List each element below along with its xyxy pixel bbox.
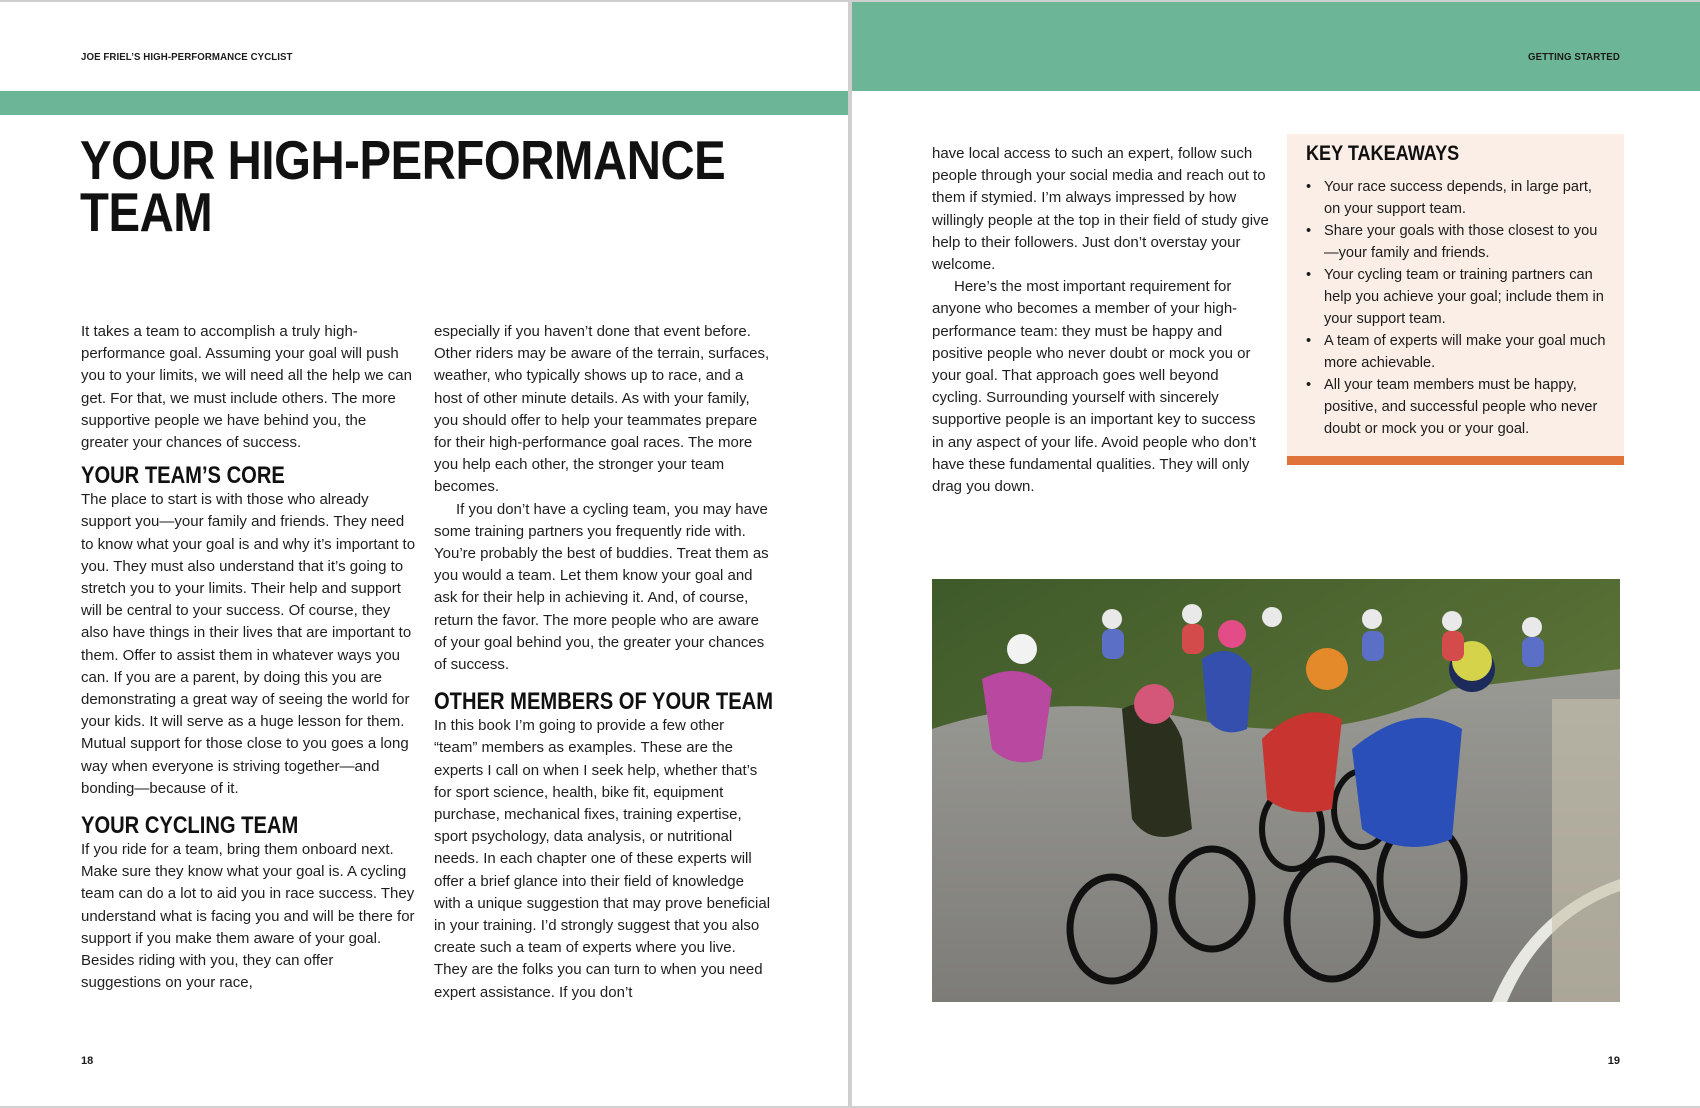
takeaway-item: • Share your goals with those closest to you—your family and friends.: [1306, 220, 1611, 264]
continuation-paragraph: especially if you haven’t done that event before. Other riders may be aware of the terrain, surfaces, weather, who typically shows up to race, and a host of other minute details. As with your family, you should offer to help your teammates prepare for their high-performance goal races. The more you help each other, the stronger your team becomes.: [434, 323, 770, 496]
takeaway-item: • Your race success depends, in large part, on your support team.: [1306, 176, 1611, 220]
running-head: JOE FRIEL’S HIGH-PERFORMANCE CYCLIST: [81, 51, 293, 63]
key-takeaways-list: [1306, 176, 1611, 440]
takeaway-item: • All your team members must be happy, positive, and successful people who never doubt or mock you or your goal.: [1306, 374, 1611, 440]
text-column-3: [932, 143, 1269, 498]
team-core-paragraph: The place to start is with those who already support you—your family and friends. They need to know what your goal is and why it’s important to you. They must also understand that it’s going to stretch you to your limits. Their help and support will be central to your success. Of course, they also have things in their lives that are important to them. Offer to assist them in whatever ways you can. If you are a parent, by doing this you are demonstrating a great way of seeing the world for your kids. It will serve as a huge lesson for them. Mutual support for those close to you goes a long way when everyone is striving together—and bonding—because of it.: [81, 491, 416, 797]
heading-other-members: OTHER MEMBERS OF YOUR TEAM: [434, 688, 774, 716]
other-members-paragraph: In this book I’m going to provide a few other “team” members as examples. These are the experts I call on when I seek help, whether that’s for sport science, health, bike fit, equipment purchase, mechanical fixes, training expertise, sport psychology, data analysis, or nutritional needs. In each chapter one of these experts will offer a brief glance into their field of knowledge with a unique suggestion that may prove beneficial in your training. I’d strongly suggest that you also create such a team of experts where you live. They are the folks you can turn to when you need expert assistance. If you don’t: [434, 717, 771, 1001]
continuation-paragraph: have local access to such an expert, follow such people through your social media and reach out to them if stymied. I’m always impressed by how willingly people at the top in their field of study give help to their followers. Just don’t overstay your welcome.: [932, 145, 1269, 274]
left-page: [0, 2, 848, 1106]
title-line-2: TEAM: [80, 181, 213, 243]
takeaways-accent-bar: [1287, 456, 1624, 465]
training-partners-paragraph: If you don’t have a cycling team, you may have some training partners you frequently ride with. You’re probably the best of buddies. Treat them as you would a team. Let them know your goal and ask for their help in achieving it. And, of course, return the favor. The more people who are aware of your goal behind you, the greater your chances of success.: [434, 500, 769, 674]
heading-team-core: YOUR TEAM’S CORE: [81, 462, 285, 490]
title-line-1: YOUR HIGH-PERFORMANCE: [80, 129, 726, 191]
page-number: 18: [81, 1055, 94, 1067]
page-number: 19: [1607, 1055, 1620, 1067]
right-page: [852, 2, 1700, 1106]
running-head: GETTING STARTED: [1528, 51, 1620, 63]
takeaway-item: • Your cycling team or training partners can help you achieve your goal; include them in your support team.: [1306, 264, 1611, 330]
cycling-team-paragraph: If you ride for a team, bring them onboard next. Make sure they know what your goal is. A cycling team can do a lot to aid you in race success. They understand what is facing you and will be there for support if you make them aware of your goal. Besides riding with you, they can offer suggestions on your race,: [81, 841, 415, 992]
text-column-2: [434, 321, 774, 1004]
chapter-title: [80, 129, 768, 243]
cycling-peloton-photo: [932, 579, 1620, 1002]
key-takeaways-box: [1287, 134, 1624, 465]
key-takeaways-heading: KEY TAKEAWAYS: [1306, 142, 1460, 165]
green-header-band: [852, 2, 1700, 91]
takeaway-item: • A team of experts will make your goal much more achievable.: [1306, 330, 1611, 374]
text-column-1: [81, 321, 416, 994]
intro-paragraph: It takes a team to accomplish a truly high-performance goal. Assuming your goal will push you to your limits, we will need all the help we can get. For that, we must include others. The more supportive people we have behind you, the greater your chances of success.: [81, 323, 412, 452]
heading-cycling-team: YOUR CYCLING TEAM: [81, 812, 299, 840]
green-header-band: [0, 91, 848, 115]
requirement-paragraph: Here’s the most important requirement for anyone who becomes a member of your high-performance team: they must be happy and positive people who never doubt or mock you or your goal. That approach goes well beyond cycling. Surrounding yourself with sincerely supportive people is an important key to success in any aspect of your life. Avoid people who don’t have these fundamental qualities. They will only drag you down.: [932, 278, 1257, 496]
